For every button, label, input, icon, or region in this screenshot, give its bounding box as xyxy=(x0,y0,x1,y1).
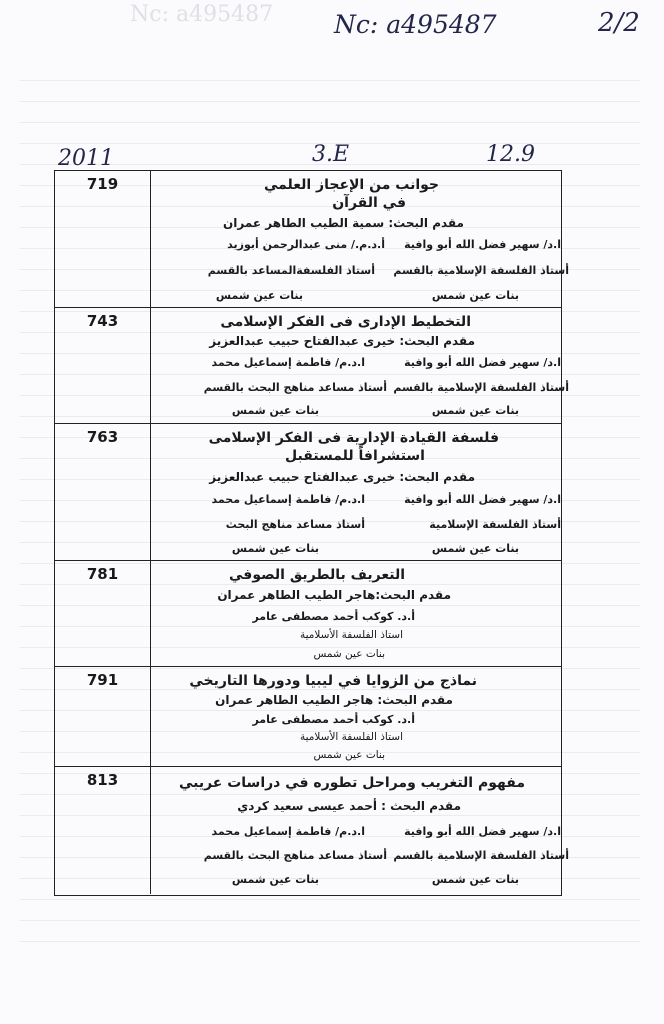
supervisor-name: أ.د. كوكب أحمد مصطفى عامر xyxy=(252,610,415,623)
supervisor-1-affiliation: بنات عين شمس xyxy=(431,873,519,886)
supervisor-1-affiliation: بنات عين شمس xyxy=(431,404,519,417)
supervisor-2-name: ا.د.م/ فاطمة إسماعيل محمد xyxy=(211,493,365,506)
supervisor-1-name: ا.د/ سهير فضل الله أبو وافية xyxy=(404,356,561,369)
supervisor-2-name: أ.د.م./ منى عبدالرحمن أبوزيد xyxy=(227,238,385,251)
page-number: 719 xyxy=(55,171,151,307)
supervisor-2-title: أستاذ مساعد مناهج البحث بالقسم xyxy=(203,381,387,394)
presenter: مقدم البحث:هاجر الطيب الطاهر عمران xyxy=(217,588,451,602)
supervisor-1-name: ا.د/ سهير فضل الله أبو وافية xyxy=(404,238,561,251)
entry-title-line2: استشرافاً للمستقبل xyxy=(285,448,425,464)
reference-number: Nc: a495487 xyxy=(334,10,497,39)
supervisor-1-name: ا.د/ سهير فضل الله أبو وافية xyxy=(404,493,561,506)
entry-title: التخطيط الإدارى فى الفكر الإسلامى xyxy=(220,314,471,330)
supervisor-1-title: أستاذ الفلسفة الإسلامية بالقسم xyxy=(393,264,569,277)
presenter: مقدم البحث: خيرى عبدالفتاح حبيب عبدالعزيز xyxy=(209,470,475,484)
supervisor-2-title: أستاذ مساعد مناهج البحث xyxy=(225,518,365,531)
supervisor-name: أ.د. كوكب أحمد مصطفى عامر xyxy=(252,713,415,726)
day-note: 12.9 xyxy=(486,142,535,167)
supervisor-2-title: أستاذ مساعد مناهج البحث بالقسم xyxy=(203,849,387,862)
supervisor-2-name: ا.د.م/ فاطمة إسماعيل محمد xyxy=(211,825,365,838)
presenter: مقدم البحث: سمية الطيب الطاهر عمران xyxy=(223,216,464,230)
supervisor-title: استاذ الفلسفة الأسلامية xyxy=(299,731,403,743)
supervisor-1-affiliation: بنات عين شمس xyxy=(431,289,519,302)
page-fraction: 2/2 xyxy=(598,8,640,38)
supervisor-2-affiliation: بنات عين شمس xyxy=(215,289,303,302)
supervisor-1-title: أستاذ الفلسفة الإسلامية بالقسم xyxy=(393,849,569,862)
supervisor-1-name: ا.د/ سهير فضل الله أبو وافية xyxy=(404,825,561,838)
supervisor-1-title: أستاذ الفلسفة الإسلامية بالقسم xyxy=(393,381,569,394)
contents-table xyxy=(54,170,569,896)
entry-title: فلسفة القيادة الإدارية فى الفكر الإسلامى xyxy=(208,430,499,446)
supervisor-2-affiliation: بنات عين شمس xyxy=(231,542,319,555)
supervisor-1-title: أستاذ الفلسفة الإسلامية xyxy=(429,518,561,531)
table-row xyxy=(55,561,561,667)
entry-title: مفهوم التغريب ومراحل تطوره في دراسات عريبي xyxy=(178,775,525,791)
page-number: 763 xyxy=(55,424,151,560)
supervisor-2-affiliation: بنات عين شمس xyxy=(231,873,319,886)
entry-title: نماذج من الزوايا في ليبيا ودورها التاريخي xyxy=(189,673,477,689)
page-number: 791 xyxy=(55,667,151,766)
page-number: 781 xyxy=(55,561,151,666)
page-number: 743 xyxy=(55,308,151,423)
presenter: مقدم البحث: هاجر الطيب الطاهر عمران xyxy=(215,693,453,707)
table-row xyxy=(55,667,561,767)
month-note: 3.E xyxy=(312,142,350,167)
entry-title: جوانب من الإعجاز العلمي xyxy=(263,177,439,193)
table-row xyxy=(55,767,569,894)
page-number: 813 xyxy=(55,767,151,894)
table-row xyxy=(55,424,561,561)
faint-top-mark: Nc: a495487 xyxy=(130,2,274,27)
presenter: مقدم البحث : أحمد عيسى سعيد كردي xyxy=(237,799,461,813)
entry-title: التعريف بالطريق الصوفي xyxy=(228,567,405,583)
supervisor-2-title: أستاذ الفلسفةالمساعد بالقسم xyxy=(207,264,375,277)
supervisor-affiliation: بنات عين شمس xyxy=(313,648,385,660)
supervisor-2-affiliation: بنات عين شمس xyxy=(231,404,319,417)
supervisor-1-affiliation: بنات عين شمس xyxy=(431,542,519,555)
supervisor-title: استاذ الفلسفة الأسلامية xyxy=(299,629,403,641)
table-row xyxy=(55,171,569,308)
year-note: 2011 xyxy=(58,146,114,171)
entry-title-line2: في القرآن xyxy=(332,195,406,211)
presenter: مقدم البحث: خيرى عبدالفتاح حبيب عبدالعزيز xyxy=(209,334,475,348)
supervisor-2-name: ا.د.م/ فاطمة إسماعيل محمد xyxy=(211,356,365,369)
table-row xyxy=(55,308,569,424)
supervisor-affiliation: بنات عين شمس xyxy=(313,749,385,761)
